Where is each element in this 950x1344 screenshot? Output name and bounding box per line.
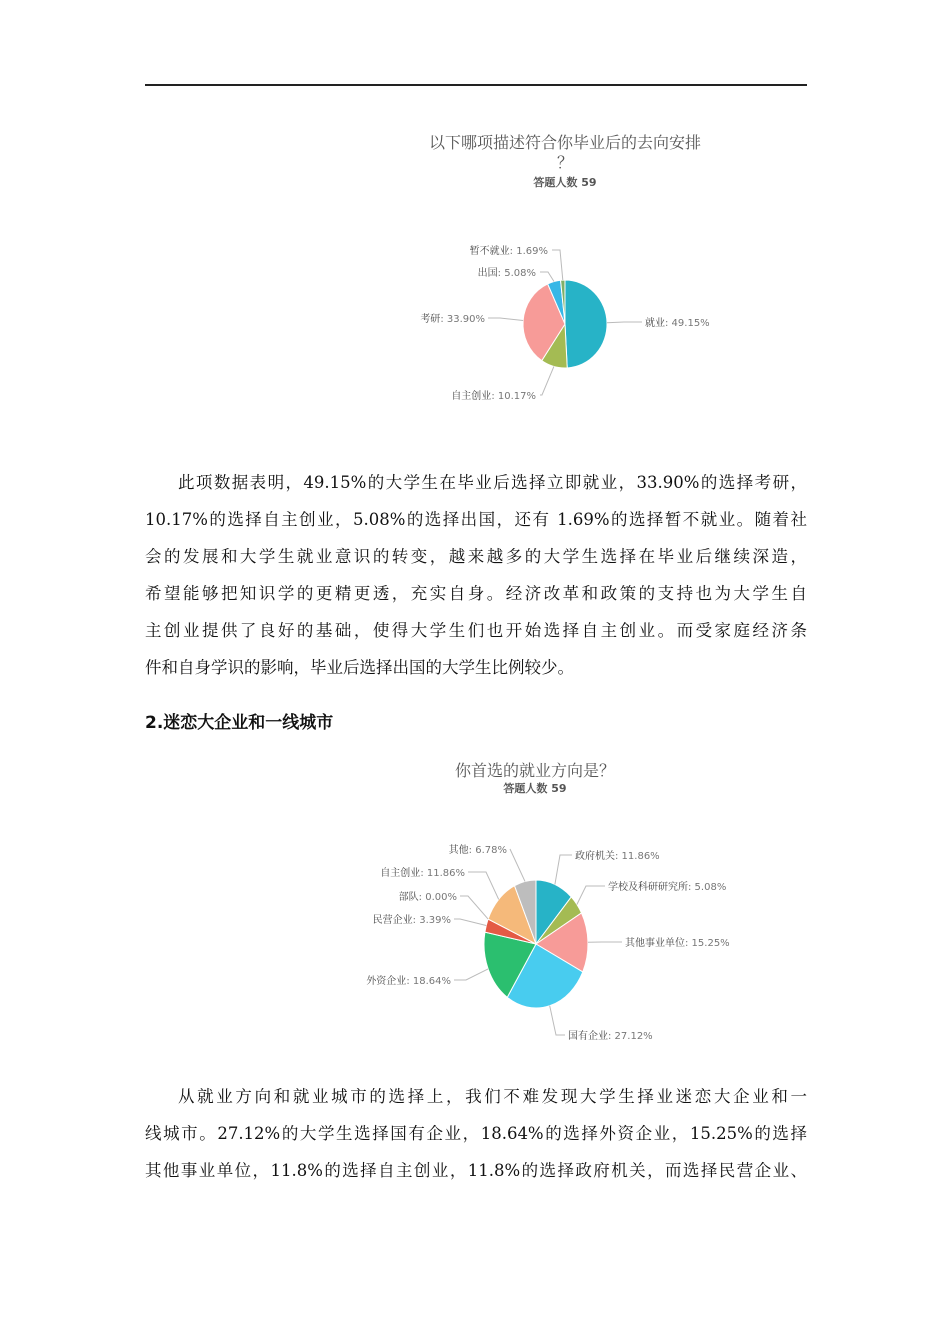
leader-line	[555, 855, 572, 884]
paragraph-line: 此项数据表明，49.15%的大学生在毕业后选择立即就业，33.90%的选择考研，	[178, 473, 807, 492]
paragraph-line: 会的发展和大学生就业意识的转变，越来越多的大学生选择在毕业后继续深造，	[145, 547, 807, 566]
slice-label: 国有企业: 27.12%	[568, 1031, 653, 1042]
slice-label: 学校及科研研究所: 5.08%	[608, 882, 727, 893]
leader-line	[577, 886, 605, 905]
chart-title-line-1: 以下哪项描述符合你毕业后的去向安排	[428, 133, 702, 152]
leader-line	[540, 366, 554, 395]
slice-label: 外资企业: 18.64%	[366, 976, 451, 987]
paragraph-1	[145, 464, 807, 686]
chart-subtitle: 答题人数 59	[503, 782, 567, 795]
paragraph-line: 10.17%的选择自主创业，5.08%的选择出国，还有 1.69%的选择暂不就业。随着社	[145, 510, 807, 529]
paragraph-2	[145, 1078, 807, 1189]
leader-line	[468, 872, 499, 899]
paragraph-line: 从就业方向和就业城市的选择上，我们不难发现大学生择业迷恋大企业和一	[178, 1087, 807, 1106]
leader-line	[540, 272, 554, 282]
leader-line	[510, 849, 525, 881]
slice-label: 就业: 49.15%	[645, 318, 710, 329]
slice-label: 出国: 5.08%	[477, 268, 536, 279]
leader-line	[488, 318, 523, 321]
slice-label: 其他: 6.78%	[448, 845, 507, 856]
slice-label: 考研: 33.90%	[420, 314, 485, 325]
chart-title-line-2: ？	[556, 153, 574, 172]
chart-subtitle: 答题人数 59	[533, 176, 597, 189]
paragraph-line: 主创业提供了良好的基础，使得大学生们也开始选择自主创业。而受家庭经济条	[145, 621, 807, 640]
section-heading: 2.迷恋大企业和一线城市	[145, 713, 334, 733]
header-rule	[145, 84, 807, 86]
pie-chart-graduation-plans	[380, 120, 740, 420]
leader-line	[607, 322, 642, 323]
chart-title: 你首选的就业方向是？	[454, 761, 616, 780]
leader-line	[460, 896, 488, 919]
paragraph-line: 希望能够把知识学的更精更透，充实自身。经济改革和政策的支持也为大学生自	[145, 584, 807, 603]
slice-label: 暂不就业: 1.69%	[469, 246, 548, 257]
leader-line	[552, 250, 563, 280]
leader-line	[454, 919, 486, 926]
leader-line	[550, 1006, 565, 1035]
slice-label: 民营企业: 3.39%	[372, 915, 451, 926]
paragraph-line: 其他事业单位，11.8%的选择自主创业，11.8%的选择政府机关，而选择民营企业、	[145, 1161, 807, 1180]
leader-line	[454, 969, 488, 980]
slice-label: 政府机关: 11.86%	[575, 851, 660, 862]
paragraph-line: 线城市。27.12%的大学生选择国有企业，18.64%的选择外资企业，15.25%的选择	[145, 1124, 807, 1143]
slice-label: 自主创业: 11.86%	[380, 868, 465, 879]
slice-label: 其他事业单位: 15.25%	[625, 938, 730, 949]
slice-label: 自主创业: 10.17%	[451, 391, 536, 402]
pie-chart-employment-direction	[360, 752, 740, 1062]
slice-label: 部队: 0.00%	[398, 892, 457, 903]
paragraph-line: 件和自身学识的影响，毕业后选择出国的大学生比例较少。	[145, 658, 574, 677]
pie-slice	[565, 280, 607, 368]
